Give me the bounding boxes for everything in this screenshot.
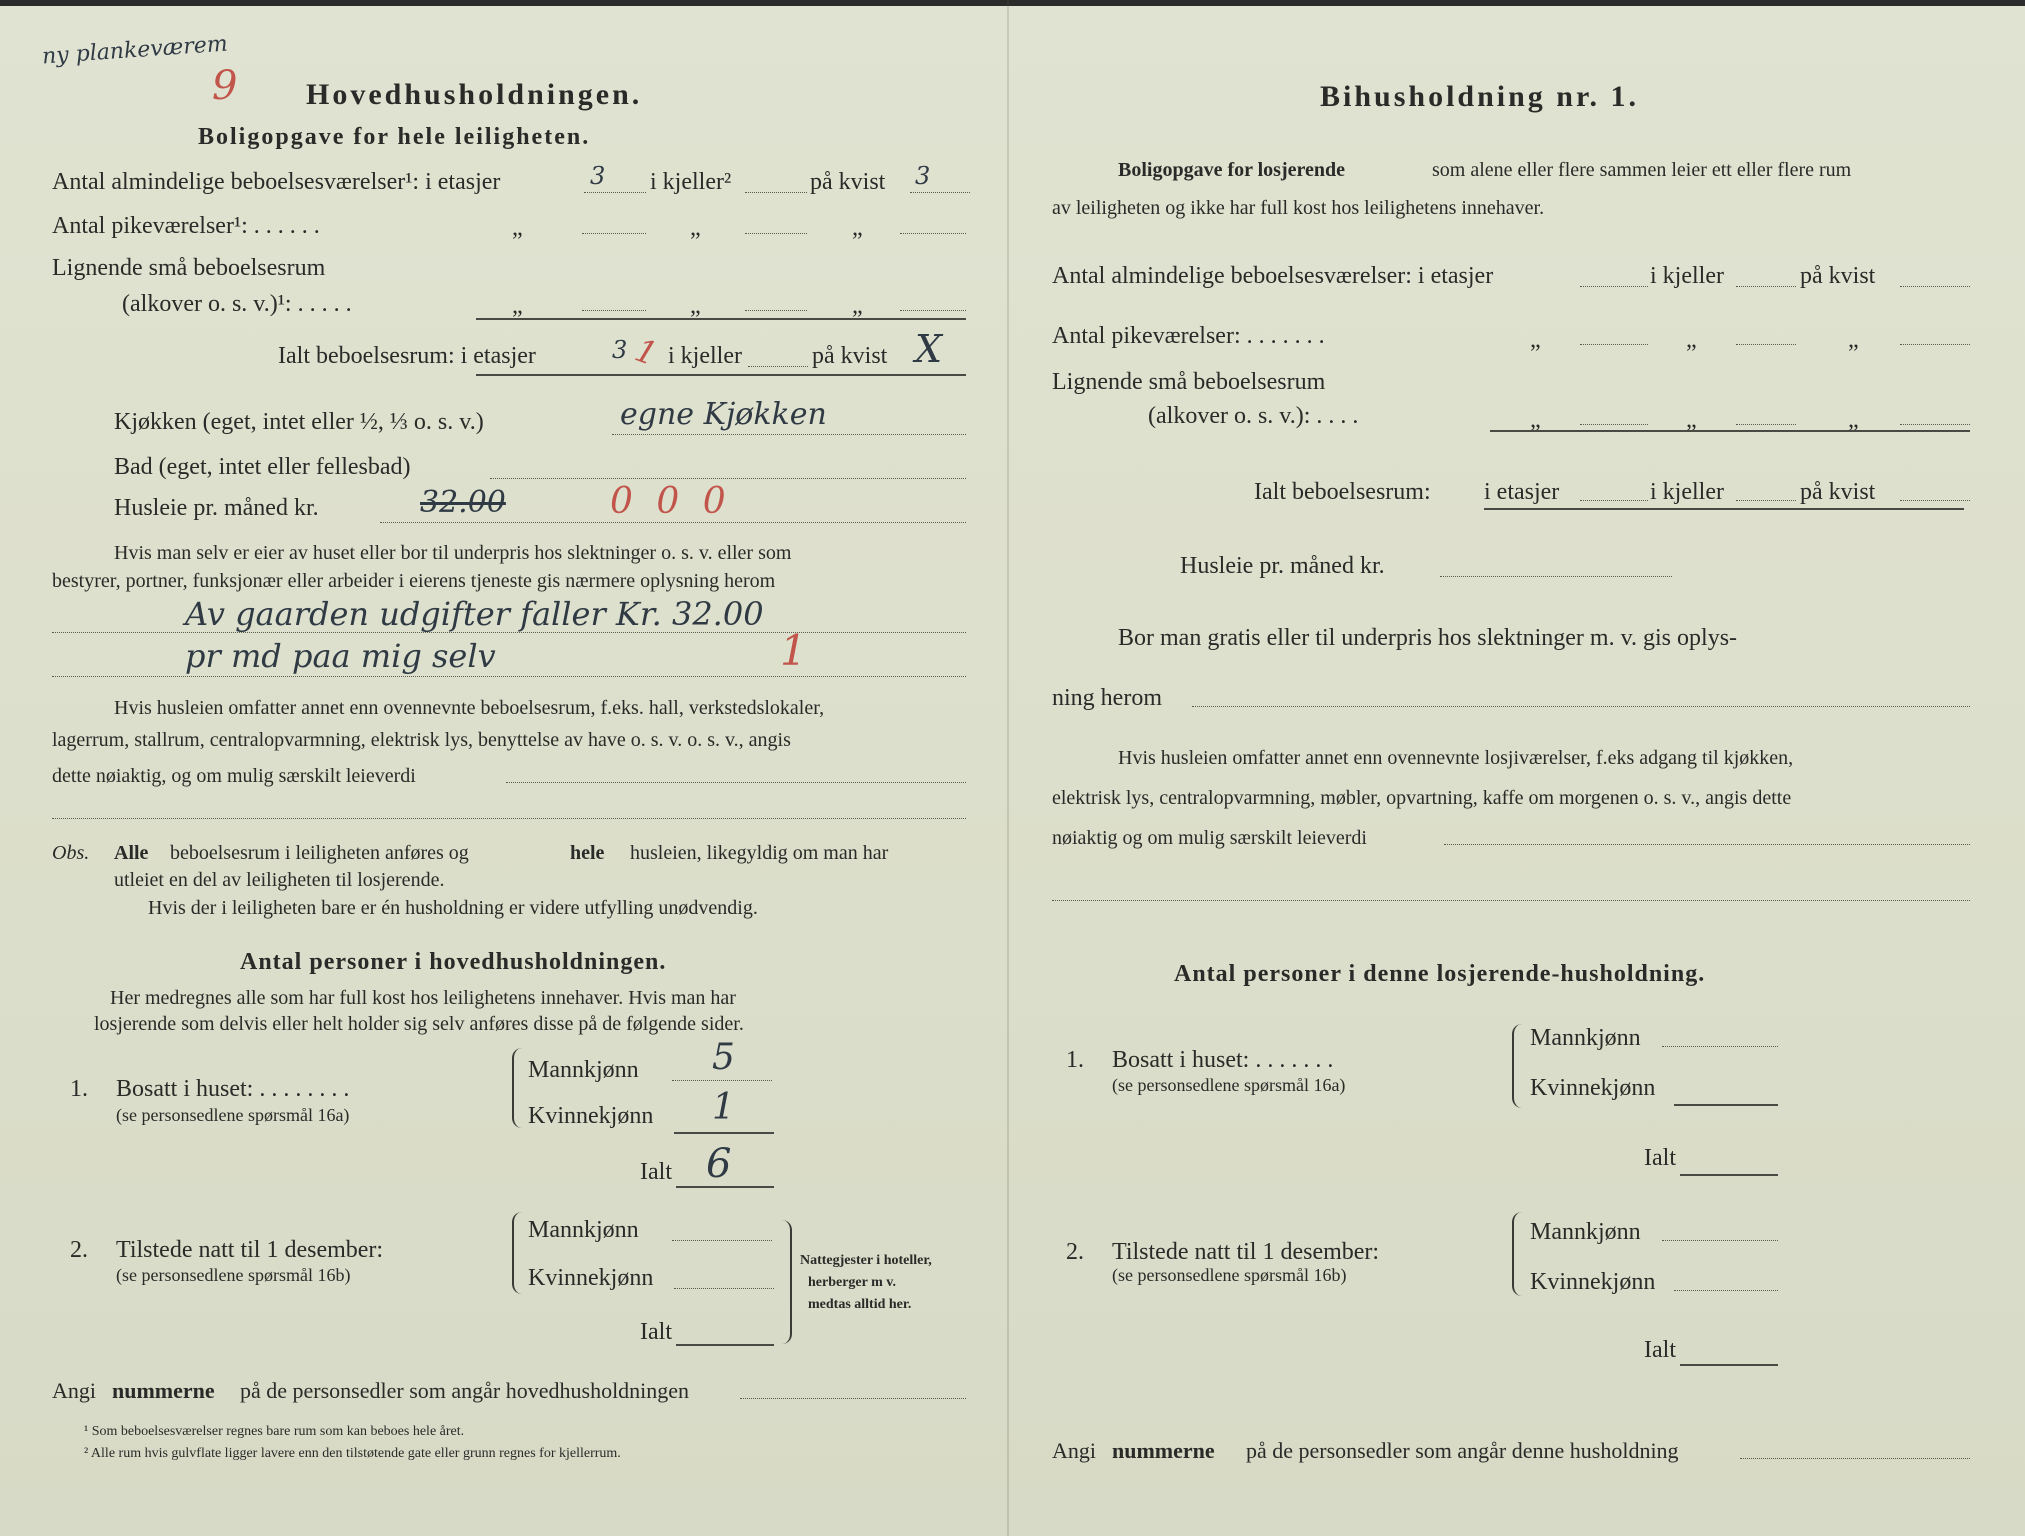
ditto-5: „	[690, 293, 701, 319]
small-line-1	[582, 310, 646, 311]
right-free-text-1: Bor man gratis eller til underpris hos slektninger m. v. gis oplys-	[1118, 625, 1738, 651]
right-kvist-label: på kvist	[1800, 263, 1876, 289]
q1-total-value: 6	[706, 1141, 732, 1187]
right-ordinary-label: Antal almindelige beboelsesværelser: i etasjer	[1052, 263, 1494, 289]
owner-hw-2: pr md paa mig selv	[185, 637, 496, 675]
right-total-kjeller: i kjeller	[1650, 479, 1724, 505]
right-small-line-2	[1736, 424, 1796, 425]
ditto-1: „	[512, 215, 523, 241]
right-ditto-2: „	[1686, 327, 1697, 353]
rent-value: 32.00	[420, 485, 506, 520]
kjeller-label: i kjeller²	[650, 169, 732, 195]
kvist-value: 3	[915, 162, 931, 190]
right-small-label-1: Lignende små beboelsesrum	[1052, 369, 1326, 395]
right-free-line	[1192, 706, 1970, 707]
owner-line-2	[52, 676, 966, 677]
right-includes-1: Hvis husleien omfatter annet enn ovennevnte losjiværelser, f.eks adgang til kjøkken,	[1118, 747, 1794, 769]
right-page-title: Bihusholdning nr. 1.	[1320, 80, 1640, 113]
obs-text-3: utleiet en del av leiligheten til losjerende.	[114, 869, 445, 891]
right-numbers-line	[1740, 1458, 1970, 1459]
total-kvist-value: X	[915, 327, 943, 371]
q2-male-label: Mannkjønn	[528, 1217, 639, 1243]
right-q2-sub: (se personsedlene spørsmål 16b)	[1112, 1265, 1347, 1285]
q2-sub: (se personsedlene spørsmål 16b)	[116, 1265, 351, 1285]
ditto-6: „	[852, 293, 863, 319]
ditto-4: „	[512, 293, 523, 319]
guests-note-2: herberger m v.	[808, 1275, 896, 1290]
right-q1-label: Bosatt i huset: . . . . . . .	[1112, 1047, 1334, 1073]
persons-title: Antal personer i hovedhusholdningen.	[240, 949, 667, 975]
right-maid-line-1	[1580, 344, 1648, 345]
left-numbers-line	[740, 1398, 966, 1399]
rent-includes-2: lagerrum, stallrum, centralopvarmning, elektrisk lys, benyttelse av have o. s. v. o. s. v., angis	[52, 729, 791, 751]
right-q1-male-label: Mannkjønn	[1530, 1025, 1641, 1051]
right-q1-male-line	[1662, 1046, 1778, 1047]
rent-red-value: 0 0 0	[610, 481, 732, 522]
right-includes-line	[1444, 844, 1970, 845]
scan-top-edge	[0, 0, 2025, 6]
right-q2-total-label: Ialt	[1644, 1337, 1676, 1363]
small-rooms-label-1: Lignende små beboelsesrum	[52, 255, 326, 281]
q1-total-label: Ialt	[640, 1159, 672, 1185]
total-red-mark: 1	[630, 330, 663, 374]
right-numbers-angi: Angi	[1052, 1438, 1096, 1463]
kitchen-label: Kjøkken (eget, intet eller ½, ⅓ o. s. v.)	[114, 409, 484, 435]
kvist-line	[910, 192, 970, 193]
q1-brace	[512, 1048, 524, 1128]
q1-label: Bosatt i huset: . . . . . . . .	[116, 1076, 350, 1102]
right-total-kvist: på kvist	[1800, 479, 1876, 505]
right-q2-label: Tilstede natt til 1 desember:	[1112, 1239, 1380, 1265]
page-fold	[1007, 0, 1009, 1536]
q2-number: 2.	[70, 1237, 88, 1263]
right-q1-sub: (se personsedlene spørsmål 16a)	[1112, 1075, 1346, 1095]
right-ditto-3: „	[1848, 327, 1859, 353]
total-rule	[476, 374, 966, 376]
q2-female-line	[674, 1288, 774, 1289]
rent-includes-3: dette nøiaktig, og om mulig særskilt leieverdi	[52, 765, 416, 787]
kvist-label: på kvist	[810, 169, 886, 195]
right-total-kjeller-line	[1736, 500, 1796, 501]
q1-number: 1.	[70, 1076, 88, 1102]
right-numbers-text: på de personsedler som angår denne husholdning	[1246, 1438, 1679, 1463]
etasjer-line	[584, 192, 646, 193]
ditto-3: „	[852, 215, 863, 241]
right-free-text-2: ning herom	[1052, 685, 1162, 711]
maid-rooms-label: Antal pikeværelser¹: . . . . . .	[52, 213, 320, 239]
persons-text-2: losjerende som delvis eller helt holder sig selv anføres disse på de følgende sider.	[94, 1013, 744, 1035]
persons-text-1: Her medregnes alle som har full kost hos leilighetens innehaver. Hvis man har	[110, 987, 736, 1009]
obs-label: Obs.	[52, 842, 90, 864]
q1-female-value: 1	[712, 1087, 735, 1128]
right-sum-rule	[1490, 430, 1970, 432]
right-rent-line	[1440, 576, 1672, 577]
guests-note-1: Nattegjester i hoteller,	[800, 1253, 932, 1268]
sum-rule	[476, 318, 966, 320]
maid-line-1	[582, 233, 646, 234]
right-q1-total-line	[1680, 1174, 1778, 1176]
right-q2-male-label: Mannkjønn	[1530, 1219, 1641, 1245]
q2-right-brace	[776, 1220, 792, 1344]
q1-male-label: Mannkjønn	[528, 1057, 639, 1083]
obs-alle: Alle	[114, 842, 149, 864]
total-kjeller-line	[748, 366, 808, 367]
owner-hw-1: Av gaarden udgifter faller Kr. 32.00	[185, 595, 764, 633]
kitchen-value: egne Kjøkken	[620, 397, 827, 432]
guests-note-3: medtas alltid her.	[808, 1297, 912, 1312]
q2-total-line	[676, 1344, 774, 1346]
right-kvist-line	[1900, 286, 1970, 287]
right-maid-line-3	[1900, 344, 1970, 345]
right-numbers-bold: nummerne	[1112, 1438, 1215, 1463]
obs-text-2: husleien, likegyldig om man har	[630, 842, 889, 864]
left-numbers-bold: nummerne	[112, 1378, 215, 1403]
right-maid-label: Antal pikeværelser: . . . . . . .	[1052, 323, 1325, 349]
total-rooms-label: Ialt beboelsesrum: i etasjer	[278, 343, 536, 369]
total-kjeller-label: i kjeller	[668, 343, 742, 369]
rent-label: Husleie pr. måned kr.	[114, 495, 319, 521]
owner-text-2: bestyrer, portner, funksjonær eller arbeider i eierens tjeneste gis nærmere oplysning herom	[52, 570, 776, 592]
right-ditto-5: „	[1686, 407, 1697, 433]
obs-hele: hele	[570, 842, 605, 864]
q2-brace	[512, 1212, 524, 1294]
right-kjeller-label: i kjeller	[1650, 263, 1724, 289]
left-page-subtitle: Boligopgave for hele leiligheten.	[198, 124, 591, 150]
right-rent-label: Husleie pr. måned kr.	[1180, 553, 1385, 579]
right-q2-brace	[1512, 1212, 1524, 1296]
right-small-label-2: (alkover o. s. v.): . . . .	[1148, 403, 1359, 429]
right-persons-title: Antal personer i denne losjerende-husholdning.	[1174, 961, 1706, 987]
right-q2-total-line	[1680, 1364, 1778, 1366]
owner-line-1	[52, 632, 966, 633]
rent-includes-1: Hvis husleien omfatter annet enn ovennevnte beboelsesrum, f.eks. hall, verkstedslokaler,	[114, 697, 825, 719]
right-q1-female-label: Kvinnekjønn	[1530, 1075, 1656, 1101]
small-line-3	[900, 310, 966, 311]
right-q2-female-line	[1674, 1290, 1778, 1291]
right-total-rule	[1484, 508, 1964, 510]
maid-line-3	[900, 233, 966, 234]
right-q1-total-label: Ialt	[1644, 1145, 1676, 1171]
right-q1-number: 1.	[1066, 1047, 1084, 1073]
right-q1-brace	[1512, 1024, 1524, 1108]
small-rooms-label-2: (alkover o. s. v.)¹: . . . . .	[122, 291, 352, 317]
kjeller-line	[745, 192, 807, 193]
obs-text-1: beboelsesrum i leiligheten anføres og	[170, 842, 469, 864]
corner-note: ny plankeværem	[41, 31, 229, 70]
right-total-kvist-line	[1900, 500, 1970, 501]
q2-female-label: Kvinnekjønn	[528, 1265, 654, 1291]
right-etasjer-line	[1580, 286, 1648, 287]
etasjer-value: 3	[590, 162, 606, 190]
right-kjeller-line	[1736, 286, 1796, 287]
right-ditto-6: „	[1848, 407, 1859, 433]
footnote-2: ² Alle rum hvis gulvflate ligger lavere enn den tilstøtende gate eller grunn regnes for kjellerrum.	[84, 1446, 621, 1461]
right-includes-line-2	[1052, 900, 1970, 901]
left-numbers-angi: Angi	[52, 1378, 96, 1403]
q2-male-line	[672, 1240, 772, 1241]
bath-label: Bad (eget, intet eller fellesbad)	[114, 454, 411, 480]
q2-total-label: Ialt	[640, 1319, 672, 1345]
rent-includes-line	[506, 782, 966, 783]
left-numbers-text: på de personsedler som angår hovedhusholdningen	[240, 1378, 690, 1403]
right-q2-male-line	[1662, 1240, 1778, 1241]
total-etasjer-value: 3	[612, 336, 628, 364]
maid-line-2	[745, 233, 807, 234]
right-small-line-1	[1580, 424, 1648, 425]
q2-label: Tilstede natt til 1 desember:	[116, 1237, 384, 1263]
right-q2-female-label: Kvinnekjønn	[1530, 1269, 1656, 1295]
q1-male-line	[672, 1080, 772, 1081]
right-ditto-4: „	[1530, 407, 1541, 433]
rent-line	[380, 522, 966, 523]
total-kvist-label: på kvist	[812, 343, 888, 369]
ditto-2: „	[690, 215, 701, 241]
owner-red-mark: 1	[780, 626, 807, 675]
q1-female-label: Kvinnekjønn	[528, 1103, 654, 1129]
ordinary-rooms-label: Antal almindelige beboelsesværelser¹: i etasjer	[52, 169, 501, 195]
left-page-title: Hovedhusholdningen.	[306, 78, 643, 111]
bath-line	[490, 478, 966, 479]
owner-text-1: Hvis man selv er eier av huset eller bor til underpris hos slektninger o. s. v. eller som	[114, 542, 792, 564]
footnote-1: ¹ Som beboelsesværelser regnes bare rum som kan beboes hele året.	[84, 1424, 465, 1439]
rent-includes-line-2	[52, 818, 966, 819]
right-maid-line-2	[1736, 344, 1796, 345]
q1-sub: (se personsedlene spørsmål 16a)	[116, 1105, 350, 1125]
right-q1-female-line	[1674, 1104, 1778, 1106]
right-small-line-3	[1900, 424, 1970, 425]
right-intro-1: som alene eller flere sammen leier ett eller flere rum	[1432, 159, 1852, 181]
right-total-etasjer-line	[1580, 500, 1648, 501]
q1-male-value: 5	[712, 1037, 735, 1078]
right-q2-number: 2.	[1066, 1239, 1084, 1265]
small-line-2	[745, 310, 807, 311]
obs-text-4: Hvis der i leiligheten bare er én husholdning er videre utfylling unødvendig.	[148, 897, 758, 919]
right-intro-bold: Boligopgave for losjerende	[1118, 159, 1346, 181]
right-total-label: Ialt beboelsesrum:	[1254, 479, 1431, 505]
right-ditto-1: „	[1530, 327, 1541, 353]
kitchen-line	[612, 434, 966, 435]
red-number-9: 9	[212, 63, 238, 109]
right-includes-2: elektrisk lys, centralopvarmning, møbler, opvartning, kaffe om morgenen o. s. v., angis dette	[1052, 787, 1792, 809]
right-intro-2: av leiligheten og ikke har full kost hos leilighetens innehaver.	[1052, 197, 1545, 219]
right-total-etasjer: i etasjer	[1484, 479, 1560, 505]
q1-female-line	[674, 1132, 774, 1134]
right-includes-3: nøiaktig og om mulig særskilt leieverdi	[1052, 827, 1367, 849]
